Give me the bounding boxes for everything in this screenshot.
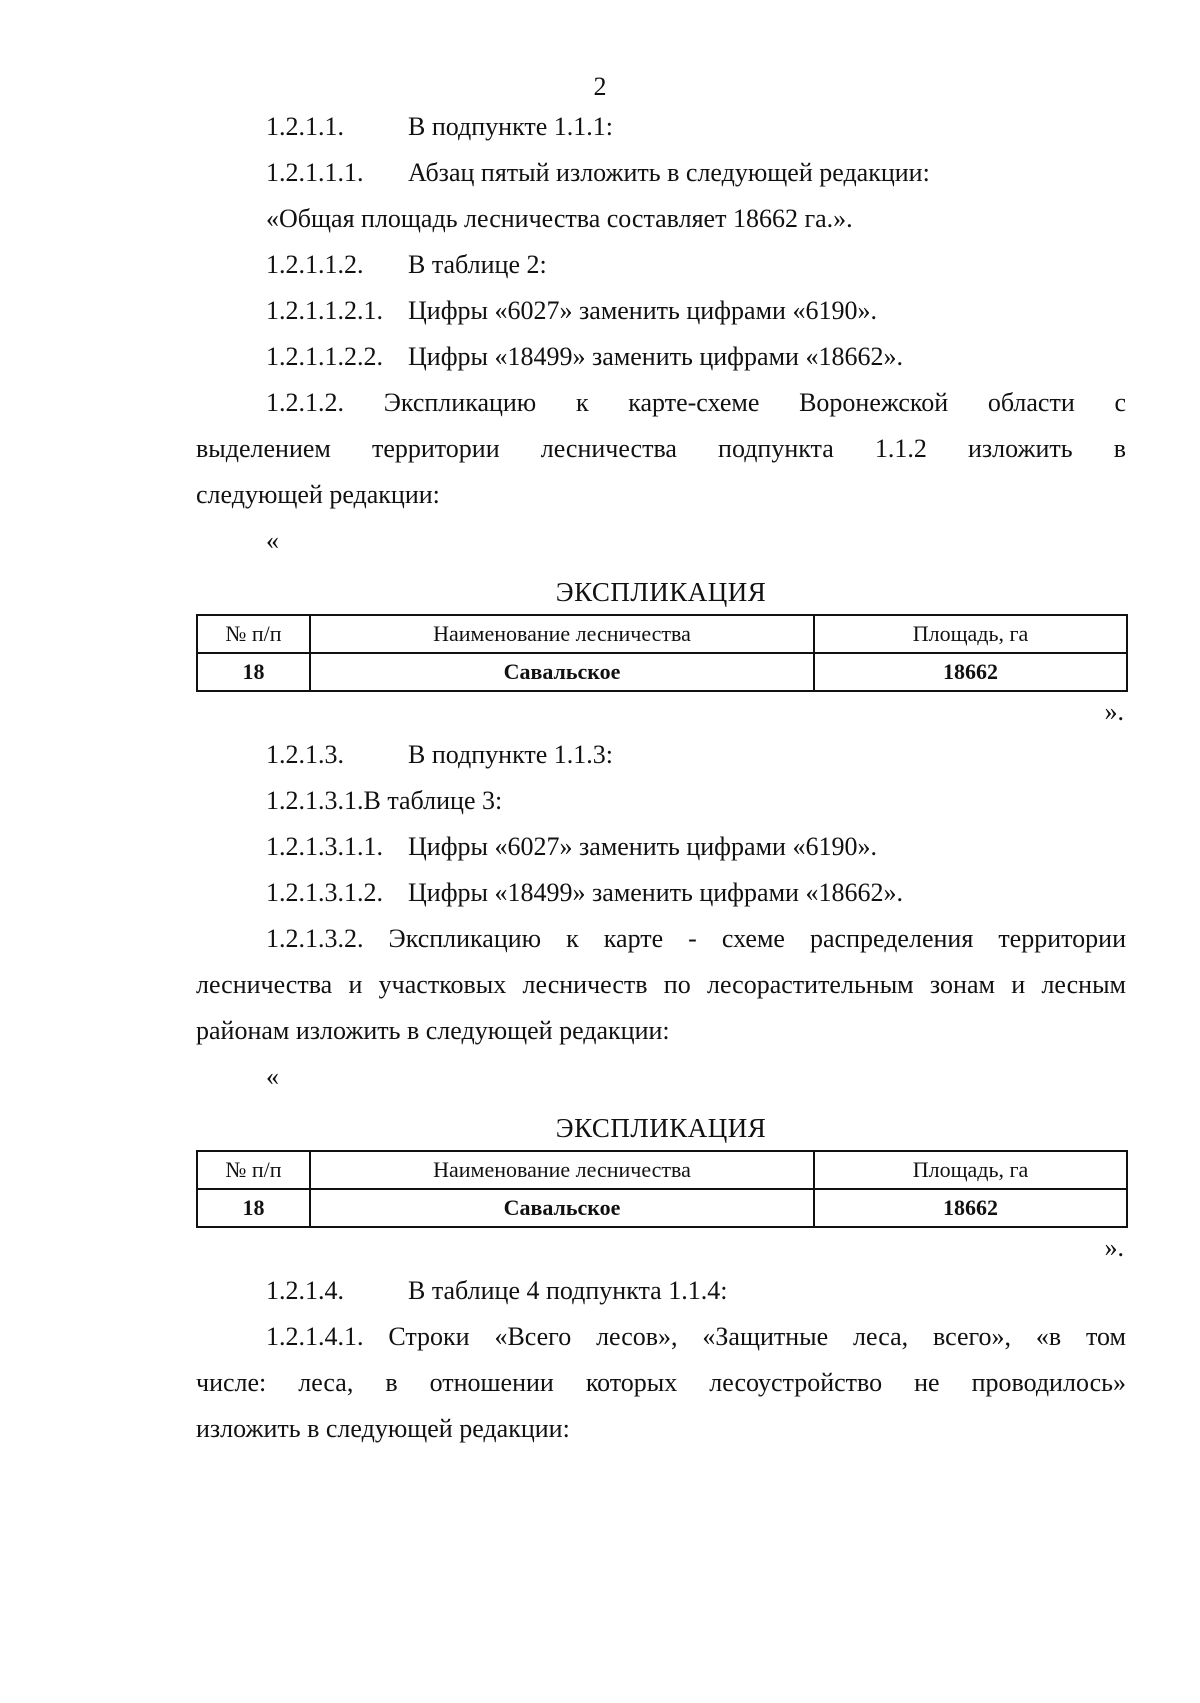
clause-text: Цифры «6027» заменить цифрами «6190». <box>408 296 877 325</box>
paragraph-line: числе: леса, в отношении которых лесоустройство не проводилось» <box>196 1368 1126 1397</box>
paragraph-line: изложить в следующей редакции: <box>196 1414 570 1443</box>
cell-number: 18 <box>197 653 310 691</box>
clause-text: Цифры «18499» заменить цифрами «18662». <box>408 878 903 907</box>
clause-text: Абзац пятый изложить в следующей редакции: <box>408 158 930 187</box>
page-number: 2 <box>593 72 607 101</box>
paragraph-1-2-1-4-1 <box>196 1314 1126 1452</box>
paragraph-1-2-1-1-2-2 <box>196 334 1126 380</box>
paragraph-line: 1.2.1.3.2. Экспликацию к карте - схеме распределения территории <box>266 924 1126 953</box>
cell-name: Савальское <box>310 1189 814 1227</box>
clause-number: 1.2.1.3.1.1. <box>266 832 383 861</box>
explication-table-2 <box>196 1150 1128 1228</box>
table-2-title: ЭКСПЛИКАЦИЯ <box>555 1113 767 1143</box>
paragraph-line: 1.2.1.2. Экспликацию к карте-схеме Воронежской области с <box>266 388 1126 417</box>
cell-area: 18662 <box>814 1189 1127 1227</box>
paragraph-1-2-1-1-2 <box>196 242 1126 288</box>
clause-text: «Общая площадь лесничества составляет 18662 га.». <box>266 204 853 233</box>
cell-number: 18 <box>197 1189 310 1227</box>
table-header-row <box>197 615 1127 653</box>
clause-number: 1.2.1.1.2.2. <box>266 342 383 371</box>
clause-text: В подпункте 1.1.3: <box>408 740 613 769</box>
clause-number: 1.2.1.3. <box>266 740 344 769</box>
quote-close-mark: ». <box>1104 1233 1124 1262</box>
clause-text: Цифры «18499» заменить цифрами «18662». <box>408 342 903 371</box>
clause-number: 1.2.1.1. <box>266 112 344 141</box>
header-cell-name: Наименование лесничества <box>310 615 814 653</box>
paragraph-line: выделением территории лесничества подпункта 1.1.2 изложить в <box>196 434 1126 463</box>
clause-text: В таблице 4 подпункта 1.1.4: <box>408 1276 728 1305</box>
clause-number: 1.2.1.1.1. <box>266 158 364 187</box>
paragraph-1-2-1-3-1 <box>196 778 1126 824</box>
paragraph-1-2-1-3-1-2 <box>196 870 1126 916</box>
table-header-row <box>197 1151 1127 1189</box>
clause-number: 1.2.1.1.2.1. <box>266 296 383 325</box>
quote-open-mark: « <box>266 526 279 555</box>
paragraph-1-2-1-1-1 <box>196 150 1126 196</box>
table-row <box>197 1189 1127 1227</box>
quote-open-mark: « <box>266 1062 279 1091</box>
paragraph-1-2-1-3 <box>196 732 1126 778</box>
table-1-title: ЭКСПЛИКАЦИЯ <box>555 577 767 607</box>
header-cell-area: Площадь, га <box>814 1151 1127 1189</box>
cell-area: 18662 <box>814 653 1127 691</box>
clause-number: 1.2.1.1.2. <box>266 250 364 279</box>
clause-text: Цифры «6027» заменить цифрами «6190». <box>408 832 877 861</box>
clause-text: В подпункте 1.1.1: <box>408 112 613 141</box>
paragraph-1-2-1-3-1-1 <box>196 824 1126 870</box>
paragraph-1-2-1-3-2 <box>196 916 1126 1054</box>
paragraph-line: лесничества и участковых лесничеств по лесорастительным зонам и лесным <box>196 970 1126 999</box>
quoted-text-area <box>196 196 1126 242</box>
clause-text: 1.2.1.3.1.В таблице 3: <box>266 786 503 815</box>
header-cell-area: Площадь, га <box>814 615 1127 653</box>
paragraph-1-2-1-1-2-1 <box>196 288 1126 334</box>
quote-close-mark: ». <box>1104 697 1124 726</box>
document-body <box>196 104 1126 1452</box>
table-row <box>197 653 1127 691</box>
paragraph-1-2-1-2 <box>196 380 1126 518</box>
paragraph-line: районам изложить в следующей редакции: <box>196 1016 670 1045</box>
paragraph-1-2-1-4 <box>196 1268 1126 1314</box>
clause-number: 1.2.1.3.1.2. <box>266 878 383 907</box>
header-cell-number: № п/п <box>197 1151 310 1189</box>
paragraph-line: следующей редакции: <box>196 480 440 509</box>
header-cell-name: Наименование лесничества <box>310 1151 814 1189</box>
paragraph-line: 1.2.1.4.1. Строки «Всего лесов», «Защитные леса, всего», «в том <box>266 1322 1126 1351</box>
clause-number: 1.2.1.4. <box>266 1276 344 1305</box>
paragraph-1-2-1-1 <box>196 104 1126 150</box>
explication-table-1 <box>196 614 1128 692</box>
clause-text: В таблице 2: <box>408 250 547 279</box>
cell-name: Савальское <box>310 653 814 691</box>
header-cell-number: № п/п <box>197 615 310 653</box>
